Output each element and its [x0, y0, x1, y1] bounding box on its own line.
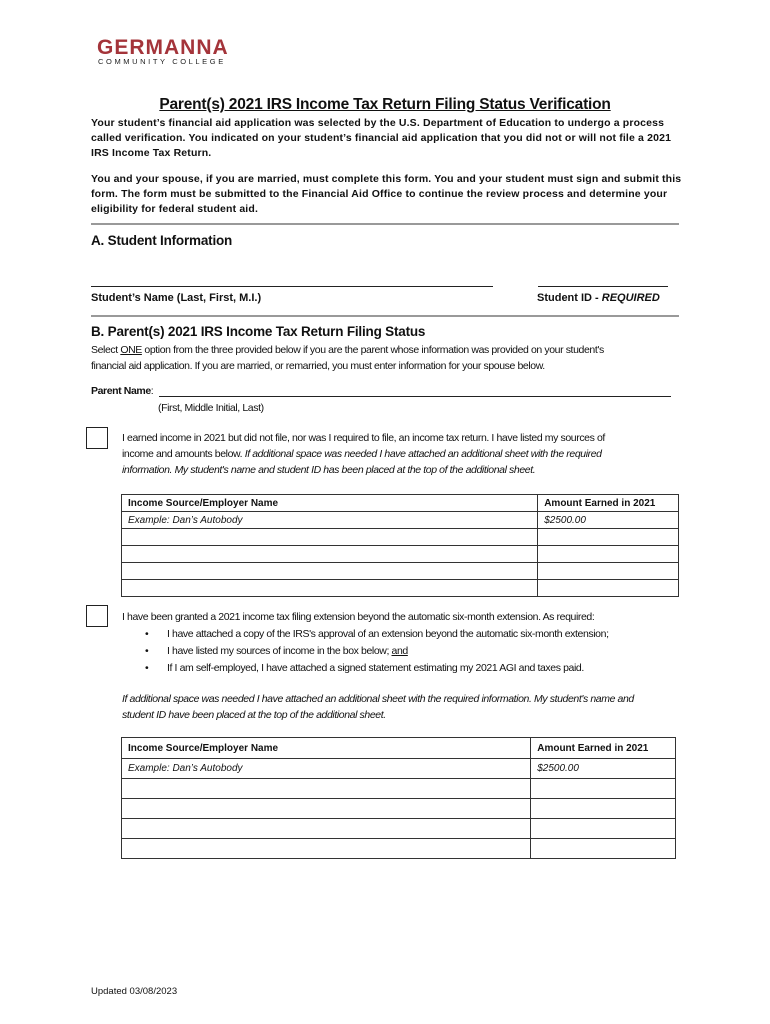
income-source-cell[interactable] [122, 799, 531, 819]
instructions-line-2: financial aid application. If you are married, or remarried, you must enter information for your spouse below. [91, 360, 545, 372]
list-item: • I have attached a copy of the IRS's approval of an extension beyond the automatic six-month extension; [145, 626, 685, 643]
table-row [122, 799, 676, 819]
bullet: • [145, 645, 149, 657]
amount-cell[interactable] [538, 529, 679, 546]
option-2-requirements [145, 626, 685, 677]
example-source-cell[interactable]: Example: Dan’s Autobody [122, 759, 531, 779]
instructions-line-1: Select ONE option from the three provided below if you are the parent whose information was provided on your student's [91, 344, 604, 356]
intro-paragraph-2: You and your spouse, if you are married, must complete this form. You and your student must sign and submit this form. The form must be submitted to the Financial Aid Office to continue the review process and determine your eligibility for federal student aid. [91, 173, 682, 215]
income-source-cell[interactable] [122, 839, 531, 859]
example-amount-cell[interactable]: $2500.00 [538, 512, 679, 529]
table-row [122, 563, 679, 580]
parent-name-label: Parent Name: [91, 385, 154, 397]
option-2-note: If additional space was needed I have attached an additional sheet with the required information. My student's name and student ID have been placed at the top of the additional sheet. [122, 693, 634, 721]
amount-cell[interactable] [531, 799, 676, 819]
table-row [122, 819, 676, 839]
income-source-cell[interactable] [122, 529, 538, 546]
student-name-field[interactable] [91, 286, 493, 287]
table-header-row [122, 495, 679, 512]
list-item: • If I am self-employed, I have attached a signed statement estimating my 2021 AGI and taxes paid. [145, 660, 685, 677]
amount-cell[interactable] [538, 546, 679, 563]
college-logo-subtitle: COMMUNITY COLLEGE [98, 57, 226, 66]
amount-cell[interactable] [538, 563, 679, 580]
parent-name-hint: (First, Middle Initial, Last) [158, 402, 264, 414]
income-table-1 [121, 494, 679, 597]
option-1-text: I earned income in 2021 but did not file, nor was I required to file, an income tax return. I have listed my sources of income and amounts below. If additional space was needed I have attached an additional sheet with the required information. My student's name and student ID has been placed at the top of the additional sheet. [122, 432, 605, 476]
updated-date: Updated 03/08/2023 [91, 986, 178, 997]
column-header: Income Source/Employer Name [122, 495, 538, 512]
bullet: • [145, 662, 149, 674]
income-source-cell[interactable] [122, 546, 538, 563]
intro-paragraph-1: Your student’s financial aid application was selected by the U.S. Department of Education to undergo a process called verification. You indicated on your student’s financial aid application that you did not or will not file a 2021 IRS Income Tax Return. [91, 117, 672, 159]
table-row [122, 529, 679, 546]
table-header-row [122, 738, 676, 759]
income-source-cell[interactable] [122, 563, 538, 580]
student-id-label-text: Student ID - [537, 292, 602, 304]
table-row [122, 759, 676, 779]
column-header: Amount Earned in 2021 [538, 495, 679, 512]
bullet: • [145, 628, 149, 640]
amount-cell[interactable] [531, 779, 676, 799]
required-marker: REQUIRED [601, 292, 660, 304]
list-item: • I have listed my sources of income in the box below; and [145, 643, 685, 660]
column-header: Income Source/Employer Name [122, 738, 531, 759]
income-source-cell[interactable] [122, 819, 531, 839]
table-row [122, 512, 679, 529]
option-2-checkbox[interactable] [86, 605, 108, 627]
table-row [122, 779, 676, 799]
parent-name-field[interactable] [159, 396, 671, 397]
amount-cell[interactable] [531, 819, 676, 839]
column-header: Amount Earned in 2021 [531, 738, 676, 759]
amount-cell[interactable] [531, 839, 676, 859]
income-table-2 [121, 737, 676, 859]
section-divider [91, 223, 679, 225]
section-divider [91, 315, 679, 317]
section-a-heading: A. Student Information [91, 233, 233, 248]
section-b-instructions [91, 342, 691, 374]
page-title: Parent(s) 2021 IRS Income Tax Return Filing Status Verification [159, 96, 611, 113]
example-amount-cell[interactable]: $2500.00 [531, 759, 676, 779]
option-1-checkbox[interactable] [86, 427, 108, 449]
amount-cell[interactable] [538, 580, 679, 597]
section-b-heading: B. Parent(s) 2021 IRS Income Tax Return Filing Status [91, 324, 426, 339]
student-id-label [537, 292, 660, 304]
table-row [122, 546, 679, 563]
income-source-cell[interactable] [122, 779, 531, 799]
table-row [122, 839, 676, 859]
college-logo: GERMANNA [97, 36, 229, 59]
table-row [122, 580, 679, 597]
student-name-label: Student’s Name (Last, First, M.I.) [91, 292, 262, 304]
student-id-field[interactable] [538, 286, 668, 287]
example-source-cell[interactable]: Example: Dan’s Autobody [122, 512, 538, 529]
option-2-intro: I have been granted a 2021 income tax filing extension beyond the automatic six-month extension. As required: [122, 611, 595, 623]
income-source-cell[interactable] [122, 580, 538, 597]
one-emphasis: ONE [120, 344, 142, 356]
